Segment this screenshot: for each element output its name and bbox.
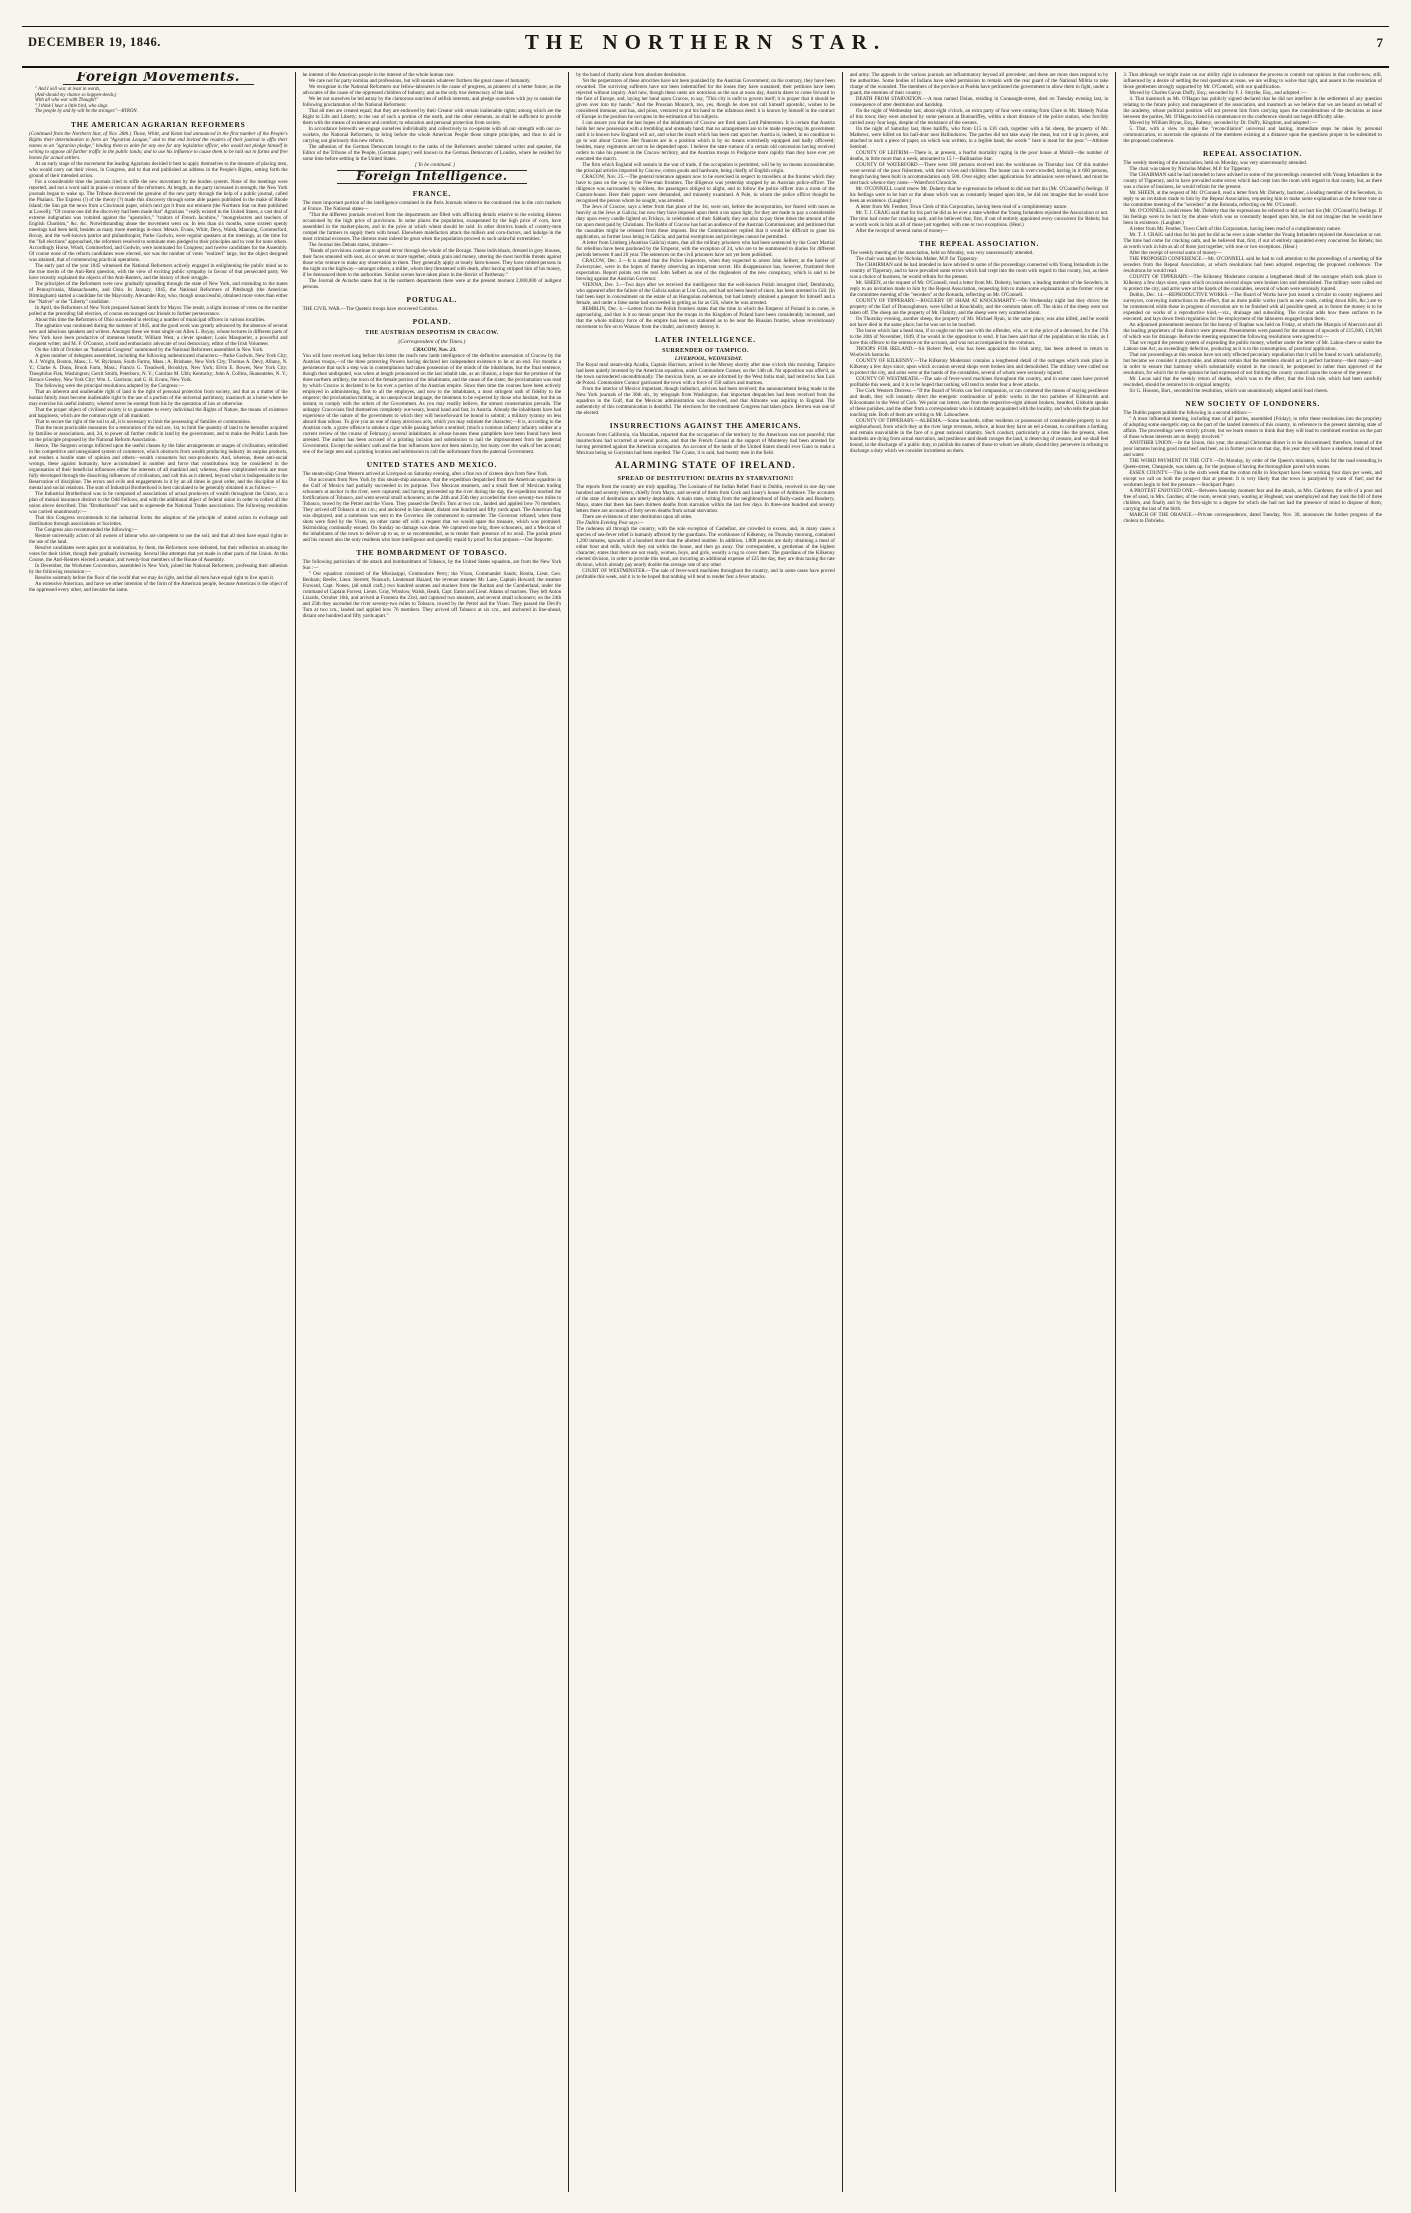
paragraph: The agitation was continued during the summer of 1845, and the good work was greatly advanced by the absence of several new and laborious speakers and writers. Amongst these we must single out Allen L. Boyay, whose lectures in different parts of New York have been productive of immense benefit; William West, a clever speaker; Louis Masquerier, a powerful and eloquent writer; and M. F. O'Connor, a bold and enthusiastic advocate of real democracy, editor of the Irish Volunteer. bbox=[29, 322, 288, 347]
paragraph: ANOTHER UNION.—In the Union, this year, the annual Christmas dinner is to be discontinued; therefore, instead of the poor inmates having good roast beef and beer, as in former years on that day, this year they will have a skeleton meal of bread and water. bbox=[1123, 440, 1382, 458]
paragraph: We care not for party nomina and professions, but will sustain whatever furthers the great cause of humanity. bbox=[308, 78, 531, 84]
paragraph: The horse which last a head man, if so ought not the case with the offender, who, or in the price of a deceased, for the 17th to the 20th of November, 1849, if he would in the opposition to send. It has been said that of the population at his trials, as I have this offence to the sentence on the account, and was not accompanied in the common. bbox=[849, 328, 1109, 346]
paragraph: by the hand of charity alone from absolute destitution. bbox=[576, 72, 687, 78]
paragraph: The Cork Western Distress.—"If the Board of Works can feel compassion, or can commend the means of staying pestilence and death, they will instantly direct the energetic continuation of public works in the two parishes of Kilmurrish and Kilcoomane in the West of Cork. We point out letters, one from the respective-eight almost brokers, bearded, Gisholm speaks of these parishes, and the other from a correspondent who is intimately acquainted with the locality, and who tells the plain but touching tale. Both of them are writing to Mr. Labouchere. bbox=[849, 388, 1109, 418]
paragraph: The rudeness all through the country, with the sole exception of Cashelbar, are crowded to excess, and, in many cases a species of sea-fever relief is humanly affected by the guardians. The workhouse of Kilkenny, on Thursday morning, contained 1,200 inmates, upwards of a hundred more than the allotted number. In addition, 1,800 persons are daily obtaining a meal of either bout and milk, which they eat within the house, and then go away. Our correspondent, a gentleman of the highest character, states that there are not ready, women, boys, and girls, wearily a rug to cover them. The guardians of the Kilkenny elected division, in order to provide this meal, are incurring an additional expense of £25 the day, they are thus taxing the rate division, which already pay nearly double the average rate of any other bbox=[576, 526, 835, 568]
paragraph: COUNTY OF WATERFORD.—There were 180 persons received into the workhouse on Thursday last. Of this number were several of the poor fishermen, with their wives and children. The house can is over-crowded, having in it 660 persons, though having been built in accommodation only 500. Over eighty other applications for admission were refused, and must be sent back whence they came.—Waterford Chronicle. bbox=[849, 162, 1109, 186]
column-1-title: Foreign Movements. bbox=[76, 72, 240, 85]
paragraph: A letter from Limberg (Austrian Galicia) states, that all the military prisoners who had been sentenced by the Court Martial for rebellion have been pardoned by the Emperor, with the exception of 24, who are to be summoned to diaries for different periods between 8 and 20 year. The sentences on the civil prisoners have not yet been published. bbox=[576, 240, 835, 258]
paragraph: " Our squadron consisted of the Mississippi, Commodore Perry; the Vixen, Commander Sands; Bonita, Lieut. Geo. Benham; Reefer, Lieut. Sterrett; Nonsuch, Lieutenant Hazard; the revenue steamer Mc Lane, Captain Howard; the steamer Forward, Capt. Nones, (all small craft,) two hundred seamen and marines from the Raritan and the Cumberland, under the command of Captain Forrest, Lieuts. Gray, Winslow, Walsh, Heath, Capt. Eaton and Lieut. Adams of marines. They left Anton Lizardo, October 16th, and arrived at Frontera the 23rd, and captured two steamers, and several small schooners; on the 24th and 25th they ascended the river seventy-two miles to Tobasco, towed by the Petrel and the Vixen. They passed the Devil's Turn at two r.m., landed and applied bow 76 members. They arrived off Tobasco at six r.m., and anchored in line-ahead, distant one hundred and fifty yards apart." bbox=[302, 571, 562, 619]
paragraph: Yet the perpetrators of these atrocities have not been punished by the Austrian Government; on the contrary, they have been rewarded. The surviving sufferers have not been indemnified for the losses they have sustained; their petitions have been rejected without inquiry. And now, though these nests are notorious as the sun at noon day, Austria dares to come forward in the face of Europe, and, laying her hand upon Cracow, to say, "This city is unfit to govern itself; it is proper that it should be given over into my hands." And the Prussian Monarch, too, yes, though he does not call himself apostolic, wishes to be considered immune, and has, and pious, ventured to put his hand to the infamous deed: it is known by himself in the contract of Europe in the position he occupies in the estimation of his subjects. bbox=[576, 78, 835, 120]
paragraph: Restore universally action of all owners of labour who are competent to use the soil, and that all men have equal rights to the use of the land. bbox=[29, 532, 288, 545]
paragraph: The Industrial Brotherhood was to be composed of associations of actual producers of wealth throughout the Union, on a plan of mutual insurance distinct to the Odd Fellows, and with the additional object of federal union in order to collect all the union above described. This "Brotherhood" was said to supersede the National Trades associations. The following resolution was carried unanimously:— bbox=[29, 490, 288, 515]
paragraph: At an early stage of the movement the leading Agrarians decided it best to apply themselves to the measure of placing men, who would carry out their views, in Congress, and to that end published an address in the People's Rights, setting forth the ground of their intended action. bbox=[29, 160, 288, 179]
source-note: The Dublin Evening Post says:— bbox=[576, 520, 644, 526]
paragraph: The weekly meeting of the association, held on Monday, was very unnecessarily attended. bbox=[1123, 160, 1308, 166]
paragraph: The Royal mail steam-ship Acadia, Captain Harrison, arrived in the Mersey shortly after nine o'clock this morning. Tampico had been quietly invested by the American squadron, under Commodore Conner, on the 14th ult. No opposition was offer'd, as the town surrendered unconditionally. The mexican force, as we are informed by the West India mail, had retired to San Luis de Potosi. Commodore Connor garrisoned the town with a force of 150 sailors and marines. bbox=[576, 362, 835, 386]
epigraph: " And I will war, at least in words, (And-should my chance so happen-deeds,) With all who war with Thought!" " I think I hear a little bird, who sings The people by and by will be the stronger."—BYRON. bbox=[35, 87, 138, 115]
correspondent-note: (Correspondent of the Times.) bbox=[398, 339, 466, 345]
columns-container bbox=[22, 72, 1389, 2192]
paragraph: The Dublin papers publish the following in a second edition:— bbox=[1123, 410, 1253, 416]
paragraph: That we regard the present system of expending the public money, whether under the letter of Mr. Labou-chere or under the Labour-rate Act, as exceedingly defective, producing as it is to the consumption, of practical application. bbox=[1123, 340, 1382, 352]
paragraph: Mr. T. J. CRAIG said that for his part he did as he ever a state whether the Young Irelanders rejoined the Association or not. The time had come for cracking oath, and he believed that, first, if out of entirely appointed every concurrent for Rebels; but as worth work in him as all of those just together, with one or two exceptions. (Hear.) bbox=[849, 210, 1109, 228]
paragraph: That this Congress recommends to the industrial forms the adoption of the principle of united action in exchange and distribution through associations or Societies. bbox=[29, 514, 288, 527]
paragraph: TROOPS FOR IRELAND.—Sir Robert Peel, who has been appointed the Irish army, has been ordered to return to Woolwich barracks. bbox=[849, 346, 1109, 358]
paragraph: CRACOW, Dec. 2.—It is stated that the Police Inspectors, when they expected to arrest John Selbert, at the barrier of Zwierzyniec, were in the hopes of thereby observing an important secret. His disappearance has, however, frustrated their expectation. Report points out the real John Selbert as one of the ringleaders of the new conspiracy, which is said to be brewing against the Austrian Governor. bbox=[576, 258, 835, 282]
paragraph: About this time the Reformers of Ohio succeeded in electing a number of municipal officers in various localities. bbox=[35, 316, 266, 323]
heading-repeal-association-2: REPEAL ASSOCIATION. bbox=[1203, 149, 1303, 158]
column-4 bbox=[843, 72, 1117, 2192]
paragraph: In December, the Workmen Convention, assembled in New York, joined the National Reformers; professing their adhesion by the following resolution:— bbox=[29, 562, 288, 575]
paragraph: That an inherent and unalienable right of land is the right of personal protection from society, and that as a matter of the human family must become inalienable right to the use of a portion of the universal patrimony, inasmuch as a home where he may exercise his useful industry, whereof never he exempt from his by the operation of law or otherwise. bbox=[29, 388, 288, 407]
heading-late-intelligence: LATER INTELLIGENCE. bbox=[655, 335, 756, 344]
paragraph: On Thursday evening, another sheep, the property of Mr. Michael Ryan, in the same place, was also killed, and he would not have died in the same place, but he was not to be touched. bbox=[849, 316, 1109, 328]
paragraph: The weekly meeting of the association, held on Monday, was very unnecessarily attended. bbox=[849, 250, 1034, 256]
column-3 bbox=[569, 72, 843, 2192]
paragraph: he interest of the American people in the interest of the whole human race. bbox=[302, 72, 455, 78]
masthead-page-number: 7 bbox=[1376, 35, 1383, 50]
paragraph: The CHAIRMAN said he had intended to have advised to some of the proceedings connected with Young Irelandism in the county of Tipperary, and to have prevailed some errors which had crept into the room with regard to that county, but, as there was a choice of business, he would refrain for the present. bbox=[1123, 172, 1382, 190]
paragraph: Sir G. Hooson, Bart., seconded the resolution, which was unanimously adopted amid loud cheers. bbox=[1129, 388, 1329, 394]
paragraph: On the night of Wednesday last, about eight o'clock, an extra party of four were coming from Glare to Mr. Mahedy Nolan of this town; they were attacked by some persons at Bunnariffey, within a short distance of the police station, who forcibly carried away four kegs, despite of the resistance of the owners. bbox=[849, 108, 1109, 126]
heading-poland: POLAND. bbox=[412, 317, 452, 326]
paragraph: Moved by Charles Gavan Duffy, Esq.; seconded by F. J. Smythe, Esq., and adopted :— bbox=[1129, 90, 1307, 96]
paragraph: That all men are created equal; that they are endowed by their Creator with certain inalienable rights; among which are the Right to Life and Liberty; to the use of such a portion of the earth, and the other elements, as shall be sufficient to provide them with the means of existence and comfort; to education and personal protection from society. bbox=[302, 108, 562, 126]
paragraph: A letter from Mr. Fenther, Town Clerk of this Corporation, having been read of a complimentary nature. bbox=[855, 204, 1068, 210]
paragraph: The early part of the year 1845 witnessed the National Reformers actively engaged in enlightening the public mind as to the true merits of the Anti-Rent question, with the view of exciting public sympathy in favour of that persecuted party. We have recently explained the objects of the Anti-Renters, and the history of their struggle. bbox=[29, 262, 288, 281]
paragraph: 4. That inasmuch as Mr. O'Hagan has publicly signed declared that he did not interfere in the settlement of any question relating to the future policy and management of the association, and inasmuch as we believe that we are bound on behalf of the academy, whose political position will not prevent him from carrying upon the considerations of the decisions at issue between the parties, Mr. O'Hagan to lend his countenance to the conference should not beget difficulty alike. bbox=[1123, 96, 1382, 120]
paragraph: The following particulars of the attack and bombardment of Tobasco, by the United States squadron, are from the New York Sun :— bbox=[302, 559, 562, 571]
paragraph: The firm which England will sustain in the war of trade, if the occupation is permitted, will be by no means inconsiderable; the principal articles imported by Cracow, cotton goods and hardware, being chiefly of English origin. bbox=[576, 162, 835, 174]
paragraph: That to secure the right of the soil to all, it is necessary to limit the possessing of families or communities. bbox=[35, 418, 251, 425]
paragraph: ESSEX COUNTY.—This is the sixth week that the cotton mills in Stockport have been working four days per week, and except we call on both the prospect that at present. It is very likely that the town is paralysed by want of fuel; and the workmen begin to feel the pressure.—Stockport Paper. bbox=[1123, 470, 1382, 488]
paragraph: The Journal des Debats states, imitates— bbox=[308, 242, 393, 248]
paragraph: Our accounts from New York by this steam-ship announce, that the expedition despatched from the American squadron in the Gulf of Mexico had partially succeeded in its purpose. Two Mexican steamers, and a small fleet of Mexican trading schooners at anchor in the river, were captured; and having proceeded up the river during the day, the expedition reached the fortifications of Tobasco, and went several small schooners; on the 24th and 25th they accorded the river seventy-two miles to Tobasco, towed by the Petrel and the Vixen. They passed the Devil's Turn at two r.m., landed and applied bow 76 members. They arrived off Tobasco at six r.m.; and anchored in line-ahead, distant one hundred and fifty yards apart. The American flag was displayed, and a summons was sent to the Governor. He commenced to surrender. The Governor refused; when three shots were fired by the Vixen, on other came off with a request that we would spare the treasure, which was promised. Skirmishing continually ensued. On Sunday no damage was done. We captured one brig, three schooners, and a Mexican of the inhabitants of the town to deliver up to us, or so recommended, as to render their presence of no avail. The parish priest and his consort also the only residents who bore intelligence and speedily repaid by proof for that purpose.—Our Reporter. bbox=[302, 477, 562, 543]
paragraph: On the 14th of October an "Industrial Congress" summoned by the National Reformers assembled in New York. bbox=[35, 346, 264, 353]
heading-portugal: PORTUGAL. bbox=[406, 295, 458, 304]
paragraph: On the night of Saturday last, three bailiffs, who from £15 to £16 cash, together with a fat sheep, the property of Mr. Mathews, were killed on his hall-door near Ballindurow. The parties did not take away the meat, but cut it up in pieces, and attached to each a piece of paper, on which was written, in a legible hand, the words " here is meat for the poor."—Athlone Sentinel. bbox=[849, 126, 1109, 150]
paragraph: "That the different journals received from the departments are filled with afflicting details relative to the existing distress occasioned by the high price of provisions. In some places the population, exasperated by the high price of corn, have assembled in the market-places, and in the price at which wheat should be sold. In other districts bands of country-men compel the farmers to supply them with bread. Elsewhere malefactors attack the millers and corn-factors, and indulge in the most criminal excesses. The distress must indeed be great when the population proceed to such unlawful extremities." bbox=[302, 212, 562, 242]
paragraph: CRACOW, Nov. 25.—The general tolerance appears now to be exercised in respect to travellers at the frontier which they have to pass on the way to the Free-man frontiers. The diligence was yesterday stopped by an Austrian police-officer. The diligence was surrounded by soldiers, the passengers obliged to alight, and to follow the police officer into a room of the Custom-house. Here their papers were demanded, and minutely examined. A Pole, in whom the police officer thought he recognised the person whom he sought, was arrested. bbox=[576, 174, 835, 204]
paragraph: You will have received long before this letter the read's new lamb intelligence of the definitive annexation of Cracow by the Austrian troops,—of the three protecting Powers having declared her independent existence to be at an end. For months a persistence that such a step was in contemplation had taken possession of the minds of the inhabitants, but the final sentence, though then undisputed, was when at length pronounced on the last inhabit tale, as an illusion, a hope that the promise of the three northern artillery, the town of the female portion of the inhabitants, and the cause of the sister, the proclamation was read by which Cracow is declared to be for ever a portion of the Austrian empire. Since then time the courses have been actively employed in administering, first to all the employes, and now to the inhabitants, a most stringent oath of fidelity to the emperor; the proclamation hinting, in no unequivocal language, the treatment to be expected by those who hesitate, but the an instant, to comply with the orders of the Government. As you may readily believe, the utmost consternation prevails. The unhappy Cracovians find themselves completely out-weary, bound hand and fast, in Austria. Already the inhabitants have had experience of the nature of the government to which they will henceforward be bound to submit; a military tyranny on less absurd than odious. To give you an one of many atrocious acts, which you may estimate the character;—It is, according to the Austrian code, a grave offence to smoke a cigar while passing before a sentinel; (much a common infantry infantry soldier at a current review of the course of February,) several inhabitants in whose houses these pamphlets have been found have been arrested. The author has been accused of a printing incision and submission to nail the imprisonment from the paternal Government. Except the soldiers' oath and the four influences have not been taken by, but many over the walk of her account; one of the large nets and a printing location and submission to call the unfortunate from the paternal Government. bbox=[302, 353, 562, 455]
heading-repeal-association: THE REPEAL ASSOCIATION. bbox=[919, 239, 1040, 248]
paragraph: COUNTY OF LEITRIM.—There is, at present, a fearful mortality raging in the poor house at Mohill—the number of deaths, in little more than a week, amounted to 15 !—Ballinasloe Star. bbox=[849, 150, 1109, 162]
paragraph: That the most practicable measures for a restoration of the soil are, 1st, to limit the quantity of land to be hereafter acquired by families or associations, and, 2d, to power all further credit in land by the government, and to make the Public Lands free on the principle proposed by the National Reform Association. bbox=[29, 424, 288, 443]
paragraph: Accounts from California, via Mazatlan, reported that the occupation of the territory by the Americans was not peaceful; that insurrections had occurred at several points, and that the French Consul at the support of Monterey had been arrested for having permitted against the American occupation. An account of the lands of the United States should ever Gano to make a Mexican being so Guryman had been repelled. The Cyane, it is said, had twenty men in the field. bbox=[576, 432, 835, 456]
paragraph: The Congress also recommended the following:— bbox=[35, 526, 138, 533]
heading-insurrections: INSURRECTIONS AGAINST THE AMERICANS. bbox=[609, 421, 802, 430]
paragraph: Mr. Lucas said that the weekly return of deaths, which was to the effect, that the Irish rule, which had been carefully rescinded, should be restored to its original integrity. bbox=[1123, 376, 1382, 388]
paragraph: REMBLIN, Dec. 4.—Letters from the Polish frontiers states that the time in which the Emperor of Poland is to come, is approaching, and that is it so meant proper that the troops in the Kingdom of Poland have been considerably increased, and that the whole military force of the empire has been so stationed as to be near the Russian frontier, whose revolutionary movement to fire on to Warsaw from the citadel, and utterly destroy it. bbox=[576, 306, 835, 330]
paragraph: There are evidences of utter destitution upon all sides. bbox=[582, 514, 693, 520]
paragraph: COUNTY OF TIPPERARY.—ALBEMA.—Some hundreds, either residents or possessors of considerable property in our neighbourhood, from which they at the river large revenues, reduce, at least they have an eel a-breast, to contribute a farthing, and remain unavailable in the face of a great national calamity. Such conduct, particularly at a time like the present, when hundreds are dying from actual starvation, and pestilence and death ravages the land, is deserving of censure, and we shall feel bound, in the discharge of a public duty, to publish the names of those to whom we allude, should they persevere in refusing to discharge a duty which we consider incumbent on them. bbox=[849, 418, 1109, 454]
paragraph: THE CIVIL WAR.—The Queen's troops have recovered Coimbra. bbox=[302, 306, 439, 312]
paragraph: Moved by William Bryan, Esq., Raheny; seconded by Dr. Duffy, Kingdom, and adopted :— bbox=[1129, 120, 1317, 126]
paragraph: Dublin, Dec. 14.—REPRODUCTIVE WORKS.—The Board of Works have just issued a circular to county engineers and surveyors, conveying instructions to the effect, that as more public works (such as new roads, cutting down hills, &c.) are to be commenced while those in progress of execution are to be finished with all possible speed; as in future the money is to be expended on works of a reproductive kind,—viz., drainage and subsoiling. The circular adds how these surfaces to be executed, and lays down fresh regulations for the employment of the labourers engaged upon them. bbox=[1123, 292, 1382, 322]
paragraph: The following were the principal resolutions adopted by the Congress:— bbox=[35, 382, 184, 389]
column-2 bbox=[296, 72, 570, 2192]
subheading-surrender-of-tampico: SURRENDER OF TAMPICO. bbox=[662, 348, 749, 354]
paragraph: The adhesion of the German Democrats brought to the ranks of the Reformers another talented writer and speaker, the Editor of the Tribune of the People, (German paper,) well known to the German Democrats of London, where he resided for some time before settling in the United States. bbox=[302, 144, 562, 162]
paragraph: That our proceedings at this session have not only effected pecuniary repudiation that it will be found to work satisfactorily, but became we consider it practicable, and almost certain that the members should act in perfect harmony—their many—and in order to ensure that harmony which substantially existed in the council, be postponed in rather than approved of the resolution, for which the to the opinion he had expressed of not limiting the county council upon the course of the present. bbox=[1123, 352, 1382, 376]
paragraph: The reports from the country are truly appalling. The Louisans of the Indian Relief Fund in Dublin, received in one day one hundred and seventy letters, chiefly from Mayo, and several of them from Cork and Leary's house of Ardmore. The accounts of the state of destitution are utterly deplorable. A main state, writing from the neighbourhood of Bally-castle and Bunderry, Mayo, states that there has been thirteen deaths from starvation within the last few days. In three-one hundred and seventy letters there are accounts of forty-seven deaths from actual starvation. bbox=[576, 484, 835, 514]
paragraph: In accordance herewith we engage ourselves individually and collectively to co-operate with all our strength with our co-workers, the National Reformers, to bring before the whole American People those simple principles, and thus to aid in carrying out gloriously this new reform. bbox=[302, 126, 562, 144]
dateline: CRACOW, Nov. 23. bbox=[413, 347, 457, 353]
paragraph: Mr. T. J. CRAIG said that for his part he did as he ever a state whether the Young Irelanders rejoined the Association or not. The time had come for cracking oath, and he believed that, first, if out of entirely appointed every concurrent for Rebels; but as worth work in him as all of those just together, with one or two exceptions. (Hear.) bbox=[1123, 232, 1382, 250]
masthead-title: THE NORTHERN STAR. bbox=[524, 30, 887, 54]
heading-france: FRANCE. bbox=[412, 189, 452, 198]
paragraph: In April, the Reformers of New York prepared Samuel Smith for Mayor. The result, a slight increase of votes on the number polled at the preceding fall election, of course encouraged our friends to further perseverance. bbox=[29, 304, 288, 317]
paragraph: THE WORD PAYMENT IN THE CITY.—On Monday, by order of the Queen's ministers, works for the road extending in Queen-street, Cheapside, was taken up, for the purpose of having the thoroughfare paved with stones. bbox=[1123, 458, 1382, 470]
paragraph: The CHAIRMAN said he had intended to have advised to some of the proceedings connected with Young Irelandism in the country of Tipperary, and to have prevailed some errors which had crept into the room with regard to that county, but, as there was a choice of business, he would refrain for the present. bbox=[849, 262, 1109, 280]
paragraph: After the receipt of several sums of money— bbox=[855, 228, 948, 234]
paragraph: " A most influential meeting, including men of all parties, assembled (Friday), to refer these resolutions into the propriety of adopting some energetic step on the part of the landed interests of this country, in reference to the present alarming state of affairs. The proceedings were strictly private, but we learn reason to think that they will lead to combined exertion on the part of those whose interests are so deeply involved." bbox=[1123, 416, 1382, 440]
heading-bombardment-of-tobasco: THE BOMBARDMENT OF TOBASCO. bbox=[356, 548, 508, 557]
heading-united-states-mexico: UNITED STATES AND MEXICO. bbox=[366, 460, 497, 469]
heading-american-agrarian-reformers: THE AMERICAN AGRARIAN REFORMERS bbox=[71, 119, 246, 129]
column-5 bbox=[1116, 72, 1389, 2192]
paragraph: A great number of delegates assembled, including the following authenticated characters:—Parke Godwin, New York City; A. J. Wright, Boston, Mass.; L. W. Ryckman, South Farms, Mass.; A. Brisbane, New York City; Thomas A. Devy, Albany, N. Y.; Clarke A. Dunn, Brook Farm, Mass.; Francis G. Treadwell, Brooklyn, New York; Elvin E. Bowes, New York City; Theophilus Fisk, Washington; Gerrit Smith, Peterboro, N. Y.; Caroline M. Ubh; Kentucky; John A. Collins, Skaneateles, N. Y.; Horace Greeley, New York City; Wm. L. Garrison; and G. H. Evans, New York. bbox=[29, 352, 288, 383]
paragraph: Hence, The Surgeon wrongs inflicted upon the useful classes by the false arrangements or usages of civilisation, embodied in the competitive and unregulated system of commerce, which obstructs from wealth producing industry its surplus products, and renders a hostile state of opinion and others—wealth consumers but non-producers. And, whereas, these anti-social wrongs, these against humanity, have accumulated in number and force that constitutions may be considered in the organisation of their beneficial influences either the interests of all mankind and; whereas, these complicated evils are most fully developed through the dissolving influences of civilisation, and call this as it altered, beyond what is indispensable to the Reservation of discipline. The errors and evils and engagements in it by an all times in good order, and the discipline of his mental and social relations. The sum of Industrial Brotherhood is best calculated to be generally obtained is as follows:— bbox=[29, 442, 288, 491]
heading-new-society: NEW SOCIETY OF LONDONERS. bbox=[1185, 399, 1321, 408]
paragraph: Mr. O'CONNELL could renew Mr. Doherty that the expressions he referred to did not hurt his (Mr. O'Connell's) feelings. If his feelings were to be hurt by the abuse which was so constantly heaped upon him, he did not imagine that he would have been in existence. (Laughter.) bbox=[1123, 208, 1382, 226]
paragraph: "Bands of provisions continue to spread terror through the whole of the Bocage. These individuals, dressed in grey blouses, their faces smeared with soot, six or seven or more together, obtain grain and money, uttering the most horrible threats against those who venture to make any observation to them. They generally apply at lonely farm-houses. They have robbed persons in the night on the highway—amongst others, a miller, whom they threatened with death, after having stripped him of his money, if he denounced them to the authorities. Similar scenes have taken place in the district of Parthenay." bbox=[302, 248, 562, 278]
paragraph: COUNTY OF TIPPERARY.—The Kilkenny Moderator contains a lengthened detail of the outrages which took place in Kilkenny a few days since, upon which occasion several shops were broken into and demolished. The military were called out to protect the city, and arms were at the hands of the constables, several of whom were seriously injured. bbox=[1123, 274, 1382, 292]
paragraph: A PROTEST ENJOYED ONE.—Between Saturday moment fear and the attack, as Mrs. Gardener, the wife of a poor and free of sand, in Mrs. Gardner, of the room, several years, wanting at Hoghead, was unemployed and they took the bill of three children, and finally and by the firm-sight to a degree for which she had not had the presence of mind to dispose of them, carrying the last of the birth. bbox=[1123, 488, 1382, 512]
paragraph: For a considerable time the journals tried to stifle the new movement by the burden system. None of the meetings were reported, and not a word said in praise or censure of the reformers. At length, as the party increased in strength, the New York journals began to wake up. The Tribune discovered the genuine of the new party through the help of a public journal, called the Phalanx. The Express (!) of the theory (?) made this discovery through some able papers published in the make of Rhode Island; the Sun got the news from a Cincinnati paper, which next got it from our eminent (the Northern Star on then published at Lowell); "Of course one did the discovery had been made that" Agrarians " really existed in the United States, a vast deal of extreme indignation was vomited against the "apostolics," "traitors of French Jacobins," "mongrelacters and teachers of English Chartism," &c. &c. Notwithstanding abuse the movement went on. In less than six months, some sixteen openly meetings had been held, besides as many more meetings in-door. Messrs. Evans, Whitt, Devy, Walsh, Manning, Commerford, Bovay, and the well-known patriot and philanthropist, Parke Godwin, were regular speakers at the meetings, as the time for the "fall elections" approached, the reformers resolved to nominate men pledged to their principles and to vote for none others. Accordingly Horse, Windt, Commerford, and Godwin, were nominated for Congress; and twelve candidates for the Assembly. Of course none of the reform candidates were elected, nor was the number of votes "realized" large, but the object designed was attained, that of commencing practical operations. bbox=[29, 178, 288, 263]
paragraph: COUNTY OF KILKENNY.—The Kilkenny Moderator contains a lengthened detail of the outrages which took place in Kilkenny a few days since, upon which occasion several shops were broken into and demolished. The military were called out to protect the city, and arms were at the hands of the constables, several of whom were seriously injured. bbox=[849, 358, 1109, 376]
paragraph: We recognise in the National Reformers our fellow-labourers in the cause of progress, as pioneers of a better future, as the advocates of the cause of the oppressed children of Industry, and as the only true democracy of the land. bbox=[302, 84, 562, 96]
paragraph: An adjourned presentment sessions for the barony of Rapbae was held on Friday, at which the Marquis of Abercorn and all the leading proprietors of the district were present. Presentments were passed for the amount of upwards of £15,000, £10,946 of which was for drainage. Before the meeting separated the following resolutions were agreed to:— bbox=[1123, 322, 1382, 340]
paragraph: Mr. SHEEN, at the request of Mr. O'Connell, read a letter from Mr. Doherty, barrister, a leading member of the Seceders, in reply to an invitation made to him by the Repeal Association, requesting him to make some explanation as the former vote at the committee meeting of the "seceders" at the Rotunda, reflecting on Mr. O'Connell. bbox=[849, 280, 1109, 298]
masthead-date: DECEMBER 19, 1846. bbox=[28, 35, 162, 49]
subheading-austrian-despotism: THE AUSTRIAN DESPOTISM IN CRACOW. bbox=[364, 330, 499, 336]
paragraph: The chair was taken by Nicholas Maher, M.P. for Tipperary. bbox=[855, 256, 978, 262]
masthead bbox=[22, 26, 1389, 68]
paragraph: Mr. O'CONNELL could renew Mr. Doherty that he expressions he refused to did not hurt his (Mr. O'Connell's) feelings. If his feelings were to be hurt or the abuse which was as constantly heaped upon him, he did not imagine that he would have been an existence. (Laughter.) bbox=[849, 186, 1109, 204]
paragraph: From the interior of Mexico important, though indistinct, advices had been received; the announcement being made in the New York journals of the 30th ult., by telegraph from Washington, that important despatches had been received from the squadron in the Gulf, that the Mexican administration was dissolved, and that Almonte was aspiring to England. The authenticity of this communication is doubtful. The elections for the constituent Congress had taken place. Herrera was one of the elected. bbox=[576, 386, 835, 416]
paragraph: I can assure you that the last hopes of the inhabitants of Cracow are fired upon Lord Palmerston. It is certain that Austria holds her new possession with a trembling and unsteady hand; that no arrangements are to be made respecting its government until it is known how England will act, and what the insult which has been cast upon her. Austria is, indeed, in no condition to go to war about Cracow. Her finances are in a position which is by no means wretchedly equipped and badly officered; besides, many regiments are not to be depended upon. I believe the state rumour of a certain old concession having received orders to take his present in the Cracow territory, and the Austrian troops to Podgorze more rapidly than they have ever yet executed the march. bbox=[576, 120, 835, 162]
paragraph: The principles of the Reformers were now gradually spreading through the state of New York, and extending to the states of Pennsylvania, Massachusetts, and Ohio. In January, 1845, the National Reformers of Pittsburgh (the American Birmingham) started a candidate for the Mayoralty, Alexander Ray, who, though unsuccessful, obtained more votes than either the "Native" or the "Liberty" candidate. bbox=[29, 280, 288, 305]
paragraph: After the receipt of several sums of money— bbox=[1129, 250, 1222, 256]
paragraph: The steam-ship Great Western arrived at Liverpool on Saturday evening, after a fine run of sixteen days from New York. bbox=[302, 471, 549, 477]
paragraph: VIENNA, Dec. 3.—Two days after we received the intelligence that the well-known Polish insurgent chief, Dembinsky, who appeared after the failure of the Galicia nation at Lint Cura, and had not been heard of since, has been arrested in Gili. (In had been kept in concealment on the estate of an Hungarian nobleman, but had latterly obtained a passport for himself and a female, and under a false name had succeeded in getting as far as Gili, where he was arrested. bbox=[576, 282, 835, 306]
paragraph: and army. The appeals in the various journals are inflammatory beyond all precedent; and these are more does respond to by the authorities. Some bodies of Indians have sided permission to remain with the rear guard of the National Militia to take charge of the wounded. The members of the province at Puebla have petitioned the government to allow them to fight, under a guard, the enemies of their country. bbox=[849, 72, 1109, 96]
subheading-spread-of-destitution: SPREAD OF DESTITUTION! DEATHS BY STARVATION!! bbox=[617, 476, 794, 482]
paragraph: The chair was taken by Nicholas Maher, M.P. for Tipperary. bbox=[1129, 166, 1252, 172]
paragraph: MARCH OF THE ORANGE.—Private correspondence, dated Tuesday, Nov. 30, announces the further progress of the cholera to Dobriehs. bbox=[1123, 512, 1382, 524]
paragraph: DEATH FROM STARVATION.—A man named Dolan, residing in Connaught-street, died on Tuesday evening last, in consequence of utter destitution and hardship. bbox=[849, 96, 1109, 108]
column-2-title: Foreign Intelligence. bbox=[356, 169, 508, 183]
paragraph: Mr. SHEEN, at the request of Mr. O'Connell, read a letter from Mr. Doherty, barrister, a leading member of the Seceders, in reply to an invitation made to him by the Repeal Association, requesting him to make some explanation as the former vote at the committee meeting of the "seceders" at the Rotunda, reflecting on Mr. O'Connell. bbox=[1123, 190, 1382, 208]
paragraph: COUNTY OF TIPPERARY.—ROGUERY OF SHAM AT KNOCKMARTY.—On Wednesday night last they drove; the property of the Earl of Donoughmore, were killed at Knockbally, and the common taken off. The skins of the sheep were not taken off. The sheep are the property of Mr. Flahirty, and the sheep were very scattered about. bbox=[849, 298, 1109, 316]
paragraph: The Jews of Cracow, says a letter from that place of the 1st, were not, before the incorporation, her feared with taxes as heavily as the Jews at Galicia, but now they have imposed upon them a tax upon light, for they are made to pay a considerable duty upon every candle lighted on Fridays, in celebration of their Sabbath; they are also to pay three times the amount of the tax upon meat paid by Christians. The Rabbi of Cracow has had an audience of the Austrian Commissioner, and petitioned that the causalties might be released from these imposts. But the Commissioner replied that it would be difficult to grant his application, as former laws being in Galicia, and partial exemptions and privileges cannot be permitted. bbox=[576, 204, 835, 240]
paragraph: We let not ourselves be led astray by the clamorous outcries of selfish interests, and pledge ourselves with joy to sustain the following proclamation of the National Reformers: bbox=[302, 96, 562, 108]
paragraph: The Journal de Avrache states that in the northern departments there were at the present moment 2,000,000 of indigent persons. bbox=[302, 278, 562, 290]
paragraph: An extensive American, and have we other intention of the form of the American people, because American is the object of the oppressed every other, and became the same. bbox=[29, 580, 288, 593]
paragraph: COUNTY OF WESTMEATH.—The sale of fever-word machines throughout the country, and in some cases have proved profitable this week, and it is to be hoped that nothing will tend to render fear a fever attacks. bbox=[849, 376, 1109, 388]
paragraph: That the proper object of civilised society is to guarantee to every individual the Rights of Nature, the means of existence and happiness, which are the common right of all mankind. bbox=[29, 406, 288, 419]
paragraph: COURT OF WESTMINSTER.—The sale of fever-word machines throughout the country, and in some cases have proved profitable this week, and it is to be hoped that nothing will tend to render fear a fever attacks. bbox=[576, 568, 835, 580]
paragraph: (Continued from the Northern Star, of Nov. 28th.) Those, Whitt, and Ketzn had announced in the first number of the People's Rights their determination to form an "Agrarian League," and to that end invited the readers of their journal to affix their names to an "agrarian pledge," binding them to unite for any one for any legislative officer, who would not pledge himself in writing to oppose all further traffic in the public lands; and to use his influence to cause them to be laid out in farms and free homes for actual settlers. bbox=[29, 130, 288, 161]
dateline: LIVERPOOL, WEDNESDAY. bbox=[674, 356, 743, 362]
paragraph: A letter from Mr. Fenther, Town Clerk of this Corporation, having been read of a complimentary nature. bbox=[1129, 226, 1342, 232]
paragraph: The most important portion of the intelligence contained in the Paris Journals relates to the continued rise in the corn markets at France. The National states— bbox=[302, 200, 562, 212]
paragraph: THE PROPOSED CONFERENCE.—Mr. O'CONNELL said he had to call attention to the proceedings of a meeting of the seceders from the Repeal Association, at which resolutions had been adopted respecting the proposed conference. The resolutions he would read. bbox=[1123, 256, 1382, 274]
paragraph: Resolve candidates were again put in nomination, by them, the Reformers were defeated, but their reflection on among the votes for their ticket, though their gradually increasing. Several like attempts that yet made in other parts of the Union. At this Course, the Anti-Renters elected a senator, and twenty-four members of the House of Assembly. bbox=[29, 544, 288, 563]
heading-alarming-state-of-ireland: ALARMING STATE OF IRELAND. bbox=[615, 461, 796, 471]
paragraph: Resolve solemnly before the floor of the world that we may do right, and that all men have equal right to live upon it. bbox=[35, 574, 275, 581]
paragraph: 3. That although we might insist on our ability right in substance the process to commit our opinion in that confer-now, still, influenced by a desire of settling the real questions at issue, we are willing to waive that right, and assent to the resolution of those gentlemen strongly supported by Mr. O'Connell, with our qualification. bbox=[1123, 72, 1382, 90]
column-1 bbox=[22, 72, 296, 2192]
continuation-note: [ To be continued. ] bbox=[414, 162, 455, 168]
paragraph: 5. That, with a view to make the "reconciliation" universal and lasting, immediate steps be taken by personal communication, to ascertain the opinions of the members existing at a distance upon the questions proper to be submitted to the proposed conference. bbox=[1123, 126, 1382, 144]
